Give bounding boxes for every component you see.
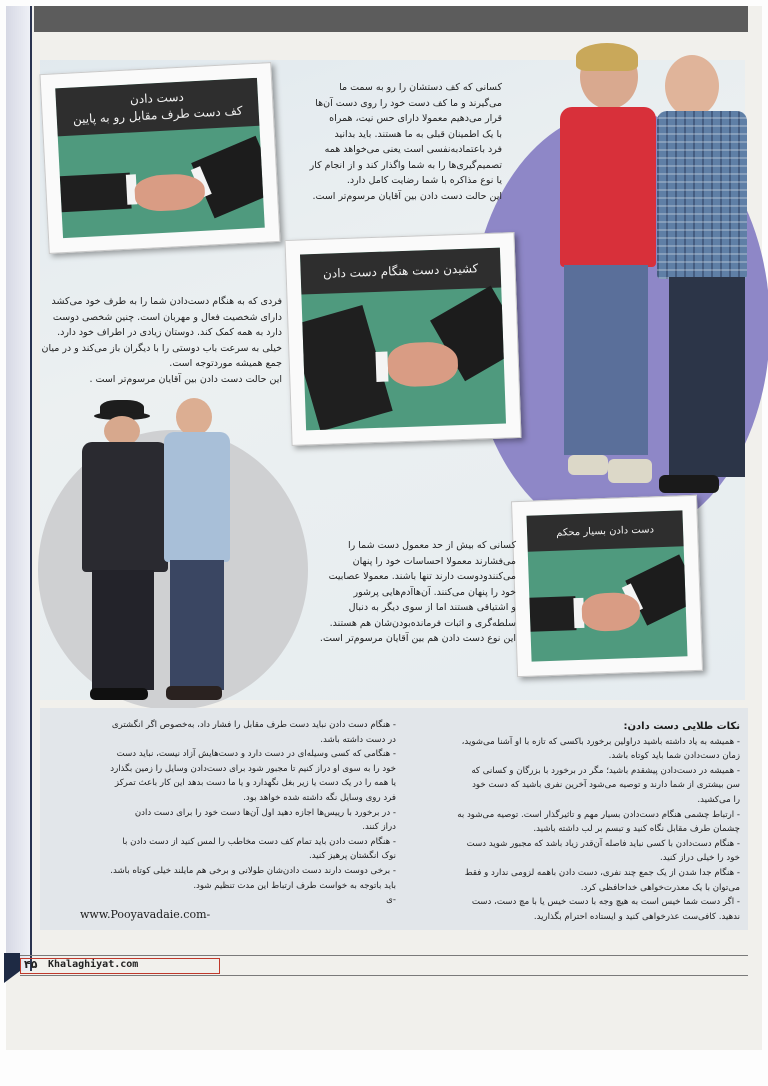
photo-caption (55, 78, 259, 137)
tip-line: - هنگام دست دادن نباید دست طرف مقابل را فشار داد، به‌خصوص اگر انگشتری (111, 720, 396, 730)
tips-left-column (80, 718, 396, 922)
top-header-bar (34, 6, 748, 32)
tip-line: سن بیشتری از شما دارند و توصیه می‌شود آخرین نفری باشید که دست خود (472, 780, 740, 791)
tip-line: خود را خیلی دراز کنید. (660, 853, 740, 864)
tip-line: دراز کنند. (362, 822, 396, 833)
tip-line: فرد روی وسایل نگه داشته شده خواهد بود. (243, 792, 396, 803)
tip-line: - در برخورد با رییس‌ها اجازه دهید اول آن‌ها دست خود را برای دست دادن (134, 807, 396, 818)
photo-caption-line2: کف دست طرف مقابل رو به پایین (72, 103, 243, 127)
tips-title: نکات طلایی دست دادن: (623, 721, 740, 732)
footer-rule-top (20, 955, 748, 956)
page-number: ۴۵ (24, 958, 38, 971)
page-spine-strip (6, 6, 32, 971)
photo-frame (300, 248, 506, 431)
text-line: قرار می‌دهیم معمولا دارای حس نیت، همراه (329, 113, 502, 124)
left-sleeve (529, 596, 576, 632)
text-line: این حالت دست دادن بین آقایان مرسوم‌تر است. (312, 190, 502, 202)
text-line: با یک اطمینان قبلی به ما هستند. باید بدانید (334, 128, 502, 140)
handshake-photo-palm-down (39, 62, 280, 254)
text-line: کسانی که کف دستشان را رو به سمت ما (339, 82, 502, 93)
photo-caption (526, 510, 683, 551)
tip-line: - همیشه در دست‌دادن پیشقدم باشید؛ مگر در برخورد با بزرگان و کسانی که (471, 765, 740, 776)
text-line: خود را پنهان می‌کنند. آن‌هاآدم‌هایی پرشور (353, 586, 516, 598)
text-line: دارای شخصیت فعال و مهربان است. چنین شخصی دوست (52, 311, 282, 323)
footer-site-name: Khalaghiyat.com (48, 959, 139, 970)
photo-caption (300, 248, 501, 295)
tip-line: خود را به سوی او دراز کنیم تا مجبور شود برای دست‌دادن وسایل را زمین بگذارد (110, 763, 396, 774)
tips-right-column (406, 720, 740, 924)
photo-caption-line1: دست دادن (129, 89, 185, 107)
paragraph-palm-down (270, 80, 502, 204)
tip-line: - اگر دست شما خیس است به هیچ وجه با دست خیس یا با مچ دست، دست (471, 897, 740, 908)
paragraph-firm (300, 538, 516, 647)
tip-line: در دست داشته باشد. (320, 734, 396, 745)
tip-line: ندهید. کافی‌ست عذرخواهی کنید و ایستاده احترام بگذارید. (533, 911, 740, 922)
man-red-shirt (550, 45, 665, 500)
source-website: www.Pooyavadaie.com- (80, 907, 211, 921)
tip-line: - هنگامی که کسی وسیله‌ای در دست دارد و دست‌هایش آزاد نیست، نباید دست (116, 749, 396, 760)
footer-rule-bottom (20, 975, 748, 976)
man-light-shirt (160, 398, 232, 710)
tip-line: - هنگام دست دادن باید تمام کف دست مخاطب را لمس کنید از دست دادن با (122, 836, 396, 847)
clasped-hands (581, 592, 640, 632)
left-sleeve (60, 173, 132, 213)
tip-line: - هنگام دست‌دادن با کسی نباید فاصله آن‌قدر زیاد باشد که مجبور شوید دست (466, 838, 740, 849)
text-line: تصمیم‌گیری‌ها را به شما واگذار کند و از انجام کار (309, 159, 502, 171)
photo-caption-line: کشیدن دست هنگام دست دادن (322, 260, 479, 281)
tip-line: یا همه را در یک دست یا زیر بغل نگهدارد و یا ما دست بدهد این کار باعث تمرکز (114, 778, 396, 789)
tip-line: زمان دست‌دادن شما باید کوتاه باشد. (608, 751, 740, 762)
golden-tips-box (40, 708, 748, 930)
photo-caption-line: دست دادن بسیار محکم (556, 523, 655, 539)
text-line: و اشتیاقی هستند اما از سوی دیگر به دنبال (348, 602, 516, 613)
tip-line: -ی (386, 895, 396, 906)
text-line: دارد به همه کمک کند. دوستان زیادی در اطراف خود دارد. (57, 327, 282, 338)
tip-line: - همیشه به یاد داشته باشید دراولین برخورد باکسی که تازه با او آشنا می‌شوید، (461, 736, 740, 747)
clasped-hands (134, 173, 206, 213)
text-line: یا نوع مذاکره با شما رضایت کامل دارد. (346, 175, 502, 186)
text-line: جمع همیشه موردتوجه است. (169, 358, 282, 369)
tip-line: نوک انگشتان پرهیز کنید. (309, 851, 396, 862)
text-line: این نوع دست دادن هم بین آقایان مرسوم‌تر است. (319, 633, 516, 644)
text-line: می‌کنندودوست دارند تنها باشند. معمولا عصابیت (328, 571, 516, 582)
handshake-photo-firm (511, 495, 703, 677)
tip-line: چشمان طرف مقابل نگاه کنید و تبسم بر لب داشته باشید. (533, 824, 740, 835)
left-cuff (375, 352, 388, 382)
handshake-photo-pulling (284, 232, 521, 446)
text-line: فرد باعتمادبه‌نفسی است یعنی می‌خواهد همه (324, 144, 502, 155)
paragraph-pulling (40, 294, 282, 387)
man-plaid-shirt (655, 55, 750, 500)
text-line: سلطه‌گری و اثبات فرمانده‌بودن‌شان هم هستند. (329, 617, 516, 629)
man-with-hat (80, 400, 170, 710)
tip-line: را می‌کشید. (697, 794, 740, 805)
photo-frame (526, 510, 687, 661)
photo-frame (55, 78, 265, 238)
text-line: خیلی به سرعت باب دوستی را با دیگران باز می‌کند و در میان (41, 342, 282, 354)
tip-line: - ارتباط چشمی هنگام دست‌دادن بسیار مهم و تاثیرگذار است. توصیه می‌شود به (457, 809, 740, 820)
text-line: می‌فشارند معمولا احساسات خود را پنهان (352, 555, 516, 567)
tip-line: باید باتوجه به خواست طرف ارتباط این مدت تنظیم شود. (193, 880, 396, 891)
tip-line: - هنگام جدا شدن از یک جمع چند نفری، دست دادن باهمه لزومی ندارد و فقط (464, 867, 740, 878)
text-line: کسانی که بیش از حد معمول دست شما را (347, 540, 516, 551)
clasped-hands (387, 341, 458, 387)
text-line: فردی که به هنگام دست‌دادن شما را به طرف خود می‌کشد (51, 296, 282, 307)
text-line: می‌گیرند و ما کف دست خود را روی دست آن‌ها (315, 97, 502, 109)
tip-line: - برخی دوست دارند دست دادن‌شان طولانی و برخی هم مایلند خیلی کوتاه باشد. (110, 865, 396, 876)
text-line: این حالت دست دادن بین آقایان مرسوم‌تر است . (89, 373, 282, 385)
tip-line: می‌توان با یک معذرت‌خواهی خداحافظی کرد. (580, 882, 740, 893)
